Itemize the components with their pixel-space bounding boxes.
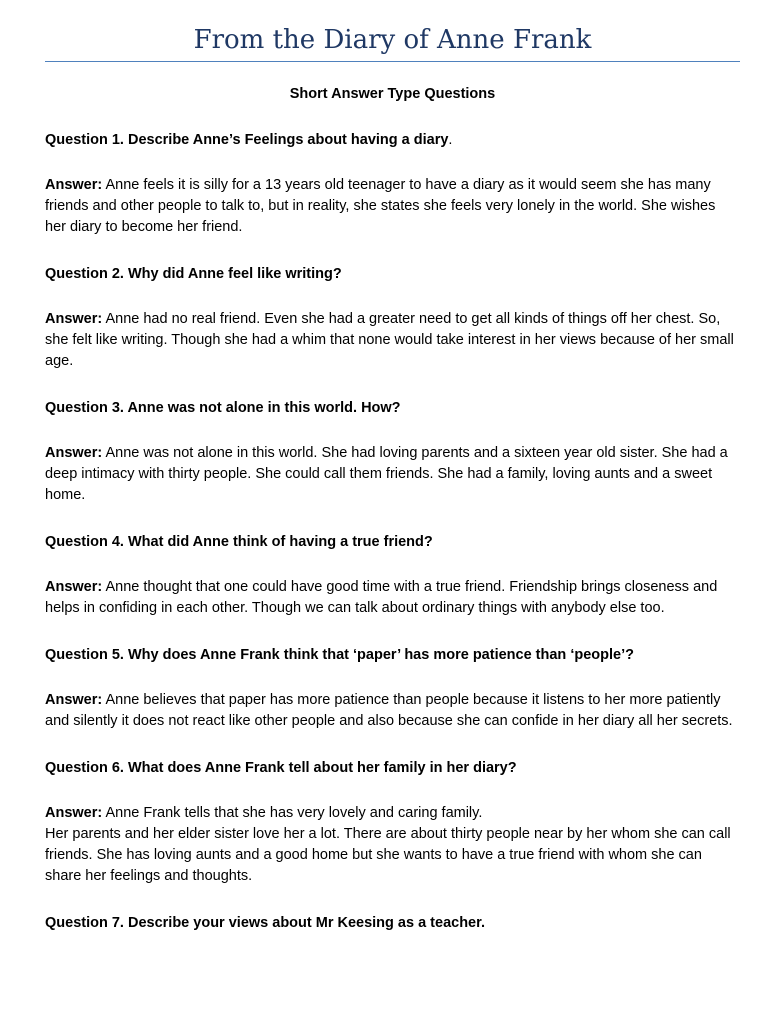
answer-2 (45, 309, 740, 372)
answer-text: Anne believes that paper has more patience than people because it listens to her more patiently and silently it does not react like other people and also because she can confide in her diary all her secrets. (45, 692, 733, 729)
question-text: Question 3. Anne was not alone in this world. How? (45, 400, 401, 416)
qa-list (45, 130, 740, 933)
question-text: Question 5. Why does Anne Frank think that ‘paper’ has more patience than ‘people’? (45, 647, 634, 663)
answer-label: Answer: (45, 311, 103, 327)
title-divider (45, 61, 740, 62)
answer-3 (45, 443, 740, 506)
question-text: Question 7. Describe your views about Mr Keesing as a teacher. (45, 915, 485, 931)
answer-text: Anne Frank tells that she has very lovely and caring family. (105, 805, 483, 821)
answer-text: Her parents and her elder sister love her a lot. There are about thirty people near by her whom she can call friends. She has loving aunts and a good home but she wants to have a true friend with whom she can share her feelings and thoughts. (45, 826, 731, 884)
answer-text: Anne thought that one could have good time with a true friend. Friendship brings closeness and helps in confiding in each other. Though we can talk about ordinary things with anybody else too. (45, 579, 718, 616)
answer-4 (45, 577, 740, 619)
question-text: Question 1. Describe Anne’s Feelings about having a diary (45, 132, 449, 148)
question-suffix: . (448, 132, 453, 148)
answer-label: Answer: (45, 692, 103, 708)
question-text: Question 4. What did Anne think of having a true friend? (45, 534, 433, 550)
question-5 (45, 645, 740, 665)
section-subtitle: Short Answer Type Questions (289, 86, 496, 102)
answer-text: Anne had no real friend. Even she had a greater need to get all kinds of things off her chest. So, she felt like writing. Though she had a whim that none would take interest in her views because of her small age. (45, 311, 734, 369)
answer-1 (45, 175, 740, 238)
question-text: Question 2. Why did Anne feel like writing? (45, 266, 342, 282)
answer-text: Anne feels it is silly for a 13 years old teenager to have a diary as it would seem she has many friends and other people to talk to, but in reality, she states she feels very lonely in the world. She wishes her diary to become her friend. (45, 177, 716, 235)
answer-label: Answer: (45, 579, 103, 595)
answer-6 (45, 803, 740, 887)
question-7 (45, 913, 740, 933)
question-3 (45, 398, 740, 418)
answer-label: Answer: (45, 177, 103, 193)
question-2 (45, 264, 740, 284)
question-6 (45, 758, 740, 778)
answer-text: Anne was not alone in this world. She had loving parents and a sixteen year old sister. She had a deep intimacy with thirty people. She could call them friends. She had a family, loving aunts and a sweet home. (45, 445, 728, 503)
answer-label: Answer: (45, 445, 103, 461)
question-text: Question 6. What does Anne Frank tell about her family in her diary? (45, 760, 517, 776)
answer-5 (45, 690, 740, 732)
answer-label: Answer: (45, 805, 103, 821)
document-title: From the Diary of Anne Frank (193, 25, 592, 55)
question-4 (45, 532, 740, 552)
question-1 (45, 130, 740, 150)
